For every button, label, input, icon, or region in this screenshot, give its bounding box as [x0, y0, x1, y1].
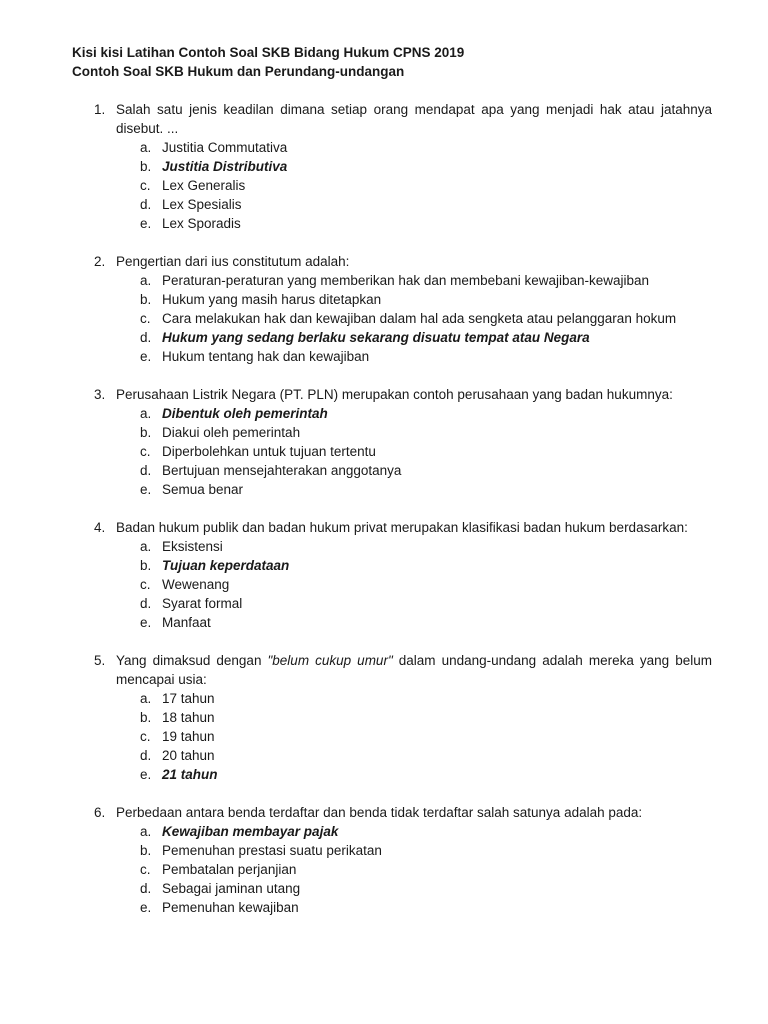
option-list: [72, 822, 712, 917]
option-letter: a.: [140, 273, 152, 288]
option-letter: c.: [140, 729, 151, 744]
option-text: Lex Sporadis: [162, 216, 241, 231]
option-letter: c.: [140, 577, 151, 592]
option-b: [72, 708, 712, 727]
option-a-correct: [72, 404, 712, 423]
option-letter: a.: [140, 691, 152, 706]
option-text: Semua benar: [162, 482, 244, 497]
document-subtitle: Contoh Soal SKB Hukum dan Perundang-undangan: [72, 64, 405, 79]
option-letter: b.: [140, 558, 152, 573]
option-b-correct: [72, 556, 712, 575]
question-number: 4.: [94, 520, 106, 535]
option-letter: b.: [140, 292, 152, 307]
option-list: [72, 271, 712, 366]
option-text: Pemenuhan kewajiban: [162, 900, 299, 915]
option-e: [72, 898, 712, 917]
option-text: Justitia Commutativa: [162, 140, 288, 155]
document-header: [72, 43, 712, 81]
question-text: [116, 651, 712, 689]
question-number: 1.: [94, 102, 106, 117]
question-3: [72, 385, 712, 499]
option-text: Hukum tentang hak dan kewajiban: [162, 349, 370, 364]
option-e: [72, 214, 712, 233]
option-text: Bertujuan mensejahterakan anggotanya: [162, 463, 402, 478]
option-a: [72, 689, 712, 708]
question-text: Pengertian dari ius constitutum adalah:: [116, 254, 350, 269]
question-4: [72, 518, 712, 632]
option-text: Hukum yang masih harus ditetapkan: [162, 292, 382, 307]
option-b: [72, 290, 712, 309]
option-text: Eksistensi: [162, 539, 223, 554]
option-letter: b.: [140, 710, 152, 725]
option-c: [72, 575, 712, 594]
question-number: 6.: [94, 805, 106, 820]
option-letter: e.: [140, 482, 152, 497]
option-letter: a.: [140, 824, 152, 839]
option-text-correct: Dibentuk oleh pemerintah: [162, 406, 328, 421]
option-a: [72, 138, 712, 157]
option-text: Peraturan-peraturan yang memberikan hak dan membebani kewajiban-kewajiban: [162, 273, 650, 288]
question-2: [72, 252, 712, 366]
question-list: [72, 100, 712, 936]
option-d: [72, 594, 712, 613]
question-text: Salah satu jenis keadilan dimana setiap orang mendapat apa yang menjadi hak atau jatahnya disebut. ...: [116, 102, 712, 136]
option-letter: e.: [140, 349, 152, 364]
option-text-correct: Kewajiban membayar pajak: [162, 824, 339, 839]
option-text-correct: Justitia Distributiva: [162, 159, 288, 174]
option-text: Sebagai jaminan utang: [162, 881, 301, 896]
option-e-correct: [72, 765, 712, 784]
option-e: [72, 613, 712, 632]
option-d: [72, 746, 712, 765]
option-letter: d.: [140, 197, 152, 212]
option-c: [72, 442, 712, 461]
option-text-correct: 21 tahun: [162, 767, 218, 782]
option-text-correct: Tujuan keperdataan: [162, 558, 290, 573]
option-letter: b.: [140, 425, 152, 440]
option-c: [72, 176, 712, 195]
option-e: [72, 480, 712, 499]
option-letter: e.: [140, 767, 152, 782]
option-text: Diperbolehkan untuk tujuan tertentu: [162, 444, 376, 459]
option-b-correct: [72, 157, 712, 176]
option-d: [72, 461, 712, 480]
option-d-correct: [72, 328, 712, 347]
option-text: Lex Spesialis: [162, 197, 242, 212]
option-letter: b.: [140, 159, 152, 174]
option-letter: d.: [140, 463, 152, 478]
option-text: 19 tahun: [162, 729, 215, 744]
option-list: [72, 404, 712, 499]
question-1: [72, 100, 712, 233]
option-letter: c.: [140, 862, 151, 877]
option-text: Wewenang: [162, 577, 230, 592]
option-letter: d.: [140, 330, 152, 345]
option-text: Manfaat: [162, 615, 211, 630]
option-letter: e.: [140, 615, 152, 630]
option-d: [72, 195, 712, 214]
option-letter: e.: [140, 900, 152, 915]
question-number: 3.: [94, 387, 106, 402]
question-text: Perusahaan Listrik Negara (PT. PLN) merupakan contoh perusahaan yang badan hukumnya:: [116, 387, 673, 402]
option-d: [72, 879, 712, 898]
option-list: [72, 689, 712, 784]
option-list: [72, 138, 712, 233]
option-a: [72, 537, 712, 556]
option-c: [72, 727, 712, 746]
question-6: [72, 803, 712, 917]
option-b: [72, 841, 712, 860]
option-letter: d.: [140, 748, 152, 763]
question-5: [72, 651, 712, 784]
option-letter: d.: [140, 881, 152, 896]
option-text: Cara melakukan hak dan kewajiban dalam hal ada sengketa atau pelanggaran hokum: [162, 311, 677, 326]
question-text: Badan hukum publik dan badan hukum privat merupakan klasifikasi badan hukum berdasarkan:: [116, 520, 688, 535]
option-a: [72, 271, 712, 290]
option-list: [72, 537, 712, 632]
option-c: [72, 860, 712, 879]
option-text: Diakui oleh pemerintah: [162, 425, 301, 440]
document-title: Kisi kisi Latihan Contoh Soal SKB Bidang Hukum CPNS 2019: [72, 45, 465, 60]
option-letter: a.: [140, 140, 152, 155]
question-text-quote: "belum cukup umur": [267, 653, 393, 668]
option-text: Lex Generalis: [162, 178, 246, 193]
option-text: 17 tahun: [162, 691, 215, 706]
option-text: Pemenuhan prestasi suatu perikatan: [162, 843, 382, 858]
question-text-before: Yang dimaksud dengan: [116, 653, 268, 668]
question-number: 5.: [94, 653, 106, 668]
option-c: [72, 309, 712, 328]
option-letter: b.: [140, 843, 152, 858]
question-number: 2.: [94, 254, 106, 269]
option-letter: a.: [140, 539, 152, 554]
option-text: 20 tahun: [162, 748, 215, 763]
option-e: [72, 347, 712, 366]
option-letter: c.: [140, 311, 151, 326]
option-letter: c.: [140, 444, 151, 459]
option-text: Pembatalan perjanjian: [162, 862, 297, 877]
option-letter: c.: [140, 178, 151, 193]
question-text: Perbedaan antara benda terdaftar dan benda tidak terdaftar salah satunya adalah pada:: [116, 805, 643, 820]
question-text-after: dalam undang-undang adalah mereka yang belum mencapai usia:: [116, 653, 712, 687]
option-text-correct: Hukum yang sedang berlaku sekarang disuatu tempat atau Negara: [162, 330, 590, 345]
option-text: 18 tahun: [162, 710, 215, 725]
option-b: [72, 423, 712, 442]
option-text: Syarat formal: [162, 596, 243, 611]
option-a-correct: [72, 822, 712, 841]
option-letter: a.: [140, 406, 152, 421]
option-letter: e.: [140, 216, 152, 231]
option-letter: d.: [140, 596, 152, 611]
